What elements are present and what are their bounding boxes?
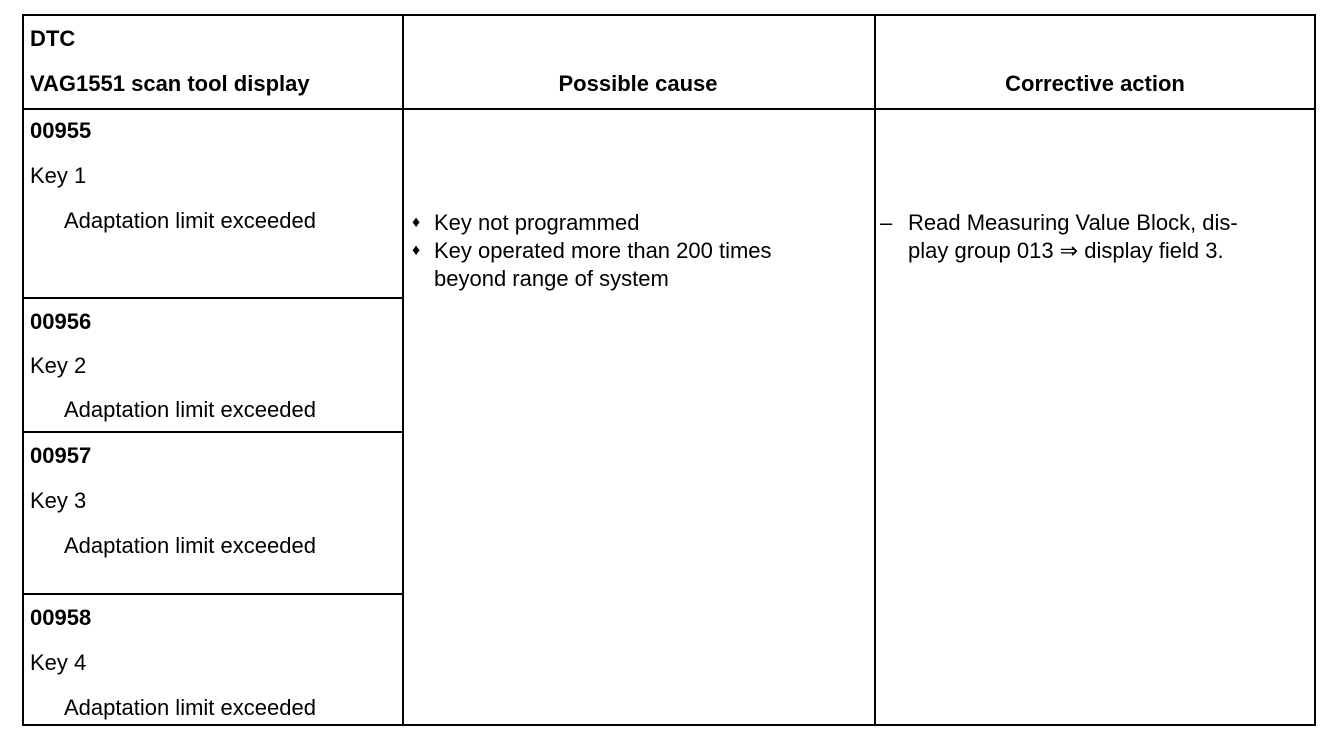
dash-bullet: – — [880, 210, 893, 235]
cause-item — [410, 209, 772, 237]
dtc-description: Adaptation limit exceeded — [64, 695, 316, 720]
dtc-code: 00958 — [30, 605, 92, 630]
action-item — [880, 209, 1238, 265]
cause-text: Key not programmed — [434, 210, 640, 235]
header-corrective-action: Corrective action — [1005, 71, 1185, 96]
dtc-code: 00955 — [30, 118, 92, 143]
header-possible-cause: Possible cause — [558, 71, 718, 96]
key-label: Key 1 — [30, 163, 87, 188]
row-divider — [24, 297, 404, 299]
dtc-table — [22, 14, 1316, 726]
row-divider — [24, 431, 404, 433]
dtc-description: Adaptation limit exceeded — [64, 397, 316, 422]
dtc-description: Adaptation limit exceeded — [64, 208, 316, 233]
row-divider — [24, 593, 404, 595]
key-label: Key 2 — [30, 353, 87, 378]
column-divider — [402, 16, 404, 724]
dtc-code: 00957 — [30, 443, 92, 468]
diamond-bullet-icon: ♦ — [412, 214, 421, 231]
header-divider — [24, 108, 1314, 110]
cause-item — [410, 237, 772, 293]
key-label: Key 4 — [30, 650, 87, 675]
header-dtc: DTC — [30, 26, 76, 51]
cause-text: beyond range of system — [434, 266, 669, 291]
corrective-action-text — [880, 209, 1238, 265]
column-divider — [874, 16, 876, 724]
possible-cause-list — [410, 209, 772, 293]
cause-text: Key operated more than 200 times — [434, 238, 772, 263]
action-line: play group 013 ⇒ display field 3. — [908, 238, 1224, 263]
dtc-code: 00956 — [30, 309, 92, 334]
header-scan-tool: VAG1551 scan tool display — [30, 71, 310, 96]
key-label: Key 3 — [30, 488, 87, 513]
action-line: Read Measuring Value Block, dis- — [908, 210, 1238, 235]
dtc-description: Adaptation limit exceeded — [64, 533, 316, 558]
diamond-bullet-icon: ♦ — [412, 242, 421, 259]
